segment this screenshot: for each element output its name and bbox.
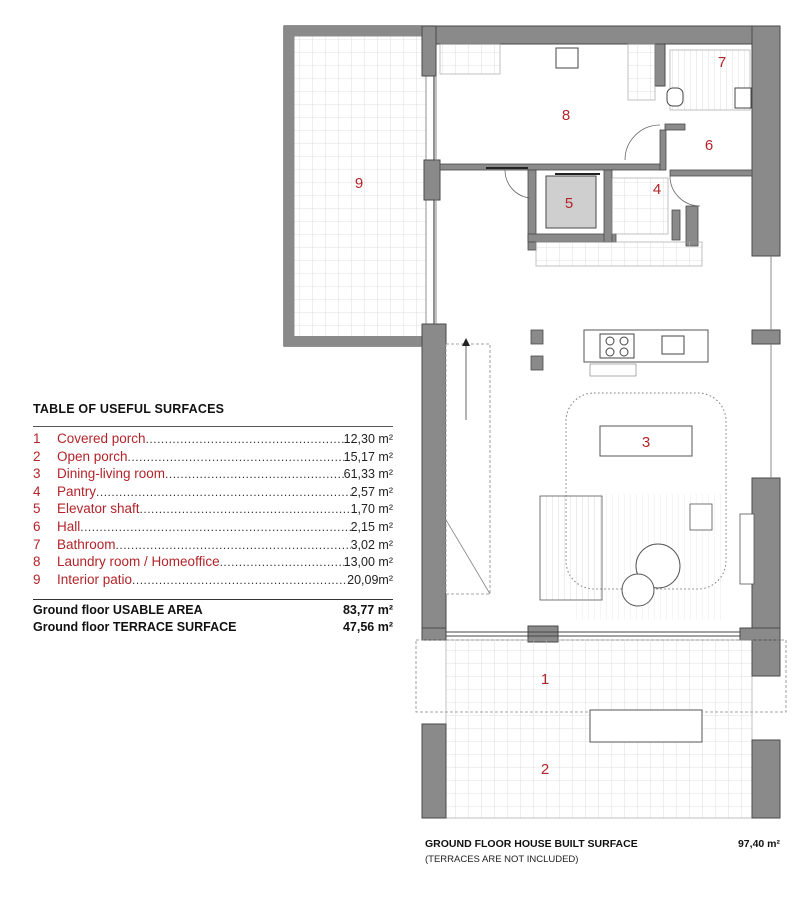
row-name: Bathroom <box>57 536 116 552</box>
room-label-4: 4 <box>652 181 662 198</box>
row-value: 15,17 m² <box>343 449 393 464</box>
table-row <box>33 519 393 537</box>
service-walls <box>422 26 780 266</box>
room-label-5: 5 <box>564 195 574 212</box>
row-value: 1,70 m² <box>350 502 393 517</box>
row-value: 12,30 m² <box>343 432 393 446</box>
row-number: 9 <box>33 571 41 587</box>
row-name: Interior patio <box>57 571 133 587</box>
row-name: Covered porch <box>57 431 146 446</box>
usable-area-row <box>33 603 393 620</box>
room-label-3: 3 <box>641 434 651 451</box>
room-label-7: 7 <box>717 54 727 71</box>
row-number: 5 <box>33 501 41 517</box>
row-name: Laundry room / Homeoffice <box>57 554 220 570</box>
row-number: 6 <box>33 518 41 534</box>
row-number: 8 <box>33 554 41 570</box>
row-name: Dining-living room <box>57 466 166 482</box>
table-row <box>33 466 393 484</box>
row-value: 20,09m² <box>347 572 393 587</box>
room-label-2: 2 <box>540 761 550 778</box>
table-row <box>33 449 393 467</box>
row-value: 2,15 m² <box>350 519 393 534</box>
table-row <box>33 572 393 590</box>
total-value: 83,77 m² <box>342 603 393 618</box>
room-label-1: 1 <box>540 671 550 688</box>
room-label-9: 9 <box>354 175 364 192</box>
row-name: Hall <box>57 518 81 534</box>
row-name: Pantry <box>57 483 97 499</box>
living-area <box>540 393 754 620</box>
table-rule <box>33 426 393 427</box>
row-value: 13,00 m² <box>343 555 393 570</box>
row-name: Open porch <box>57 448 128 464</box>
total-label: Ground floor USABLE AREA <box>33 603 203 618</box>
kitchen-island <box>584 330 708 376</box>
row-number: 3 <box>33 466 41 482</box>
row-number: 7 <box>33 536 41 552</box>
built-surface-value: 97,40 m² <box>737 838 780 850</box>
built-surface-label: GROUND FLOOR HOUSE BUILT SURFACE <box>425 838 638 850</box>
built-surface <box>425 838 780 865</box>
built-surface-note: (TERRACES ARE NOT INCLUDED) <box>425 854 579 865</box>
room-label-8: 8 <box>561 107 571 124</box>
table-row <box>33 501 393 519</box>
porches <box>416 640 786 818</box>
total-label: Ground floor TERRACE SURFACE <box>33 620 237 635</box>
table-row <box>33 537 393 555</box>
row-number: 4 <box>33 483 41 499</box>
row-value: 61,33 m² <box>343 467 393 482</box>
table-title: TABLE OF USEFUL SURFACES <box>33 402 225 416</box>
row-value: 3,02 m² <box>350 537 393 552</box>
surfaces-table <box>33 402 393 637</box>
room-label-6: 6 <box>704 137 714 154</box>
table-row <box>33 431 393 449</box>
row-number: 1 <box>33 431 41 446</box>
totals <box>33 599 393 637</box>
row-name: Elevator shaft <box>57 501 140 517</box>
table-row <box>33 484 393 502</box>
staircase <box>446 338 490 594</box>
terrace-surface-row <box>33 620 393 637</box>
total-value: 47,56 m² <box>342 620 393 635</box>
row-number: 2 <box>33 448 41 464</box>
row-value: 2,57 m² <box>350 484 393 499</box>
table-row <box>33 554 393 572</box>
